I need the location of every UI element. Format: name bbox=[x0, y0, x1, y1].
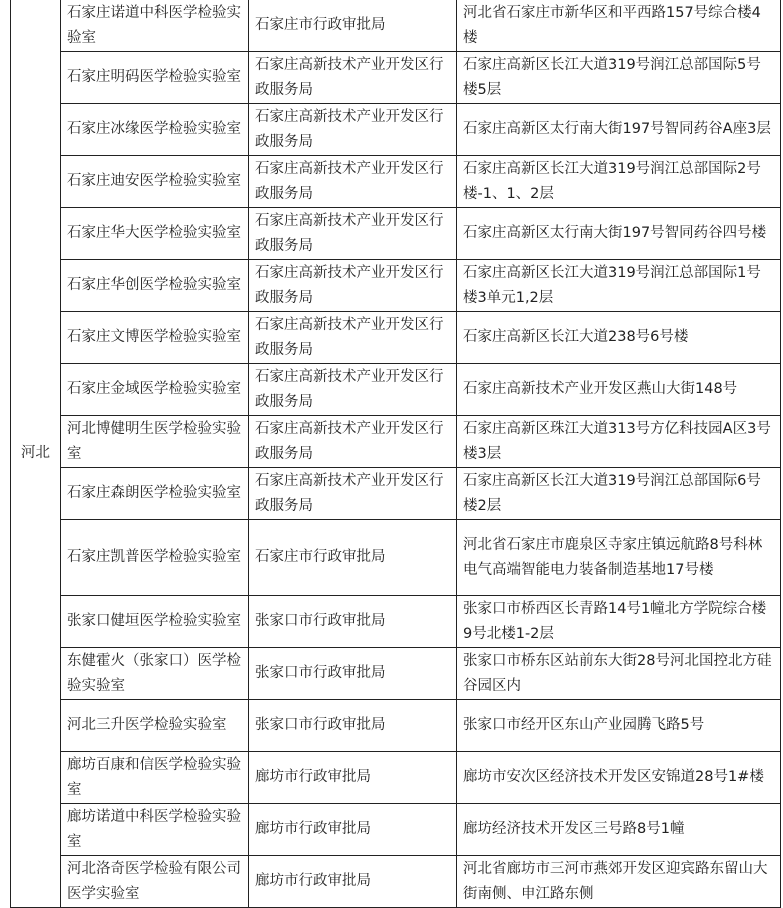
lab-name-cell: 石家庄冰缘医学检验实验室 bbox=[61, 104, 249, 156]
table-row bbox=[11, 520, 781, 596]
address-cell: 石家庄高新区长江大道238号6号楼 bbox=[457, 312, 781, 364]
address-cell: 张家口市桥东区站前东大街28号河北国控北方硅谷园区内 bbox=[457, 648, 781, 700]
table-row bbox=[11, 156, 781, 208]
table-row bbox=[11, 312, 781, 364]
authority-cell: 石家庄高新技术产业开发区行政服务局 bbox=[249, 52, 457, 104]
lab-name-cell: 张家口健垣医学检验实验室 bbox=[61, 596, 249, 648]
authority-cell: 石家庄市行政审批局 bbox=[249, 520, 457, 596]
authority-cell: 石家庄高新技术产业开发区行政服务局 bbox=[249, 208, 457, 260]
lab-name-cell: 石家庄文博医学检验实验室 bbox=[61, 312, 249, 364]
authority-cell: 石家庄高新技术产业开发区行政服务局 bbox=[249, 364, 457, 416]
lab-name-cell: 河北洛奇医学检验有限公司医学实验室 bbox=[61, 856, 249, 908]
authority-cell: 廊坊市行政审批局 bbox=[249, 804, 457, 856]
address-cell: 石家庄高新区太行南大街197号智同药谷A座3层 bbox=[457, 104, 781, 156]
authority-cell: 石家庄高新技术产业开发区行政服务局 bbox=[249, 468, 457, 520]
lab-name-cell: 石家庄明码医学检验实验室 bbox=[61, 52, 249, 104]
address-cell: 石家庄高新区长江大道319号润江总部国际1号楼3单元1,2层 bbox=[457, 260, 781, 312]
address-cell: 石家庄高新区珠江大道313号方亿科技园A区3号楼3层 bbox=[457, 416, 781, 468]
authority-cell: 张家口市行政审批局 bbox=[249, 648, 457, 700]
lab-name-cell: 石家庄诺道中科医学检验实验室 bbox=[61, 0, 249, 52]
authority-cell: 石家庄高新技术产业开发区行政服务局 bbox=[249, 312, 457, 364]
lab-name-cell: 廊坊诺道中科医学检验实验室 bbox=[61, 804, 249, 856]
address-cell: 石家庄高新区长江大道319号润江总部国际5号楼5层 bbox=[457, 52, 781, 104]
address-cell: 河北省廊坊市三河市燕郊开发区迎宾路东留山大街南侧、申江路东侧 bbox=[457, 856, 781, 908]
authority-cell: 石家庄高新技术产业开发区行政服务局 bbox=[249, 104, 457, 156]
table-row bbox=[11, 468, 781, 520]
address-cell: 廊坊市安次区经济技术开发区安锦道28号1#楼 bbox=[457, 752, 781, 804]
lab-name-cell: 河北博健明生医学检验实验室 bbox=[61, 416, 249, 468]
authority-cell: 石家庄市行政审批局 bbox=[249, 0, 457, 52]
table-row bbox=[11, 52, 781, 104]
lab-name-cell: 河北三升医学检验实验室 bbox=[61, 700, 249, 752]
address-cell: 河北省石家庄市新华区和平西路157号综合楼4楼 bbox=[457, 0, 781, 52]
lab-name-cell: 东健霍火（张家口）医学检验实验室 bbox=[61, 648, 249, 700]
authority-cell: 石家庄高新技术产业开发区行政服务局 bbox=[249, 156, 457, 208]
table-row bbox=[11, 208, 781, 260]
authority-cell: 廊坊市行政审批局 bbox=[249, 752, 457, 804]
authority-cell: 石家庄高新技术产业开发区行政服务局 bbox=[249, 260, 457, 312]
lab-name-cell: 石家庄金域医学检验实验室 bbox=[61, 364, 249, 416]
address-cell: 张家口市桥西区长青路14号1幢北方学院综合楼9号北楼1-2层 bbox=[457, 596, 781, 648]
authority-cell: 廊坊市行政审批局 bbox=[249, 856, 457, 908]
address-cell: 石家庄高新区太行南大街197号智同药谷四号楼 bbox=[457, 208, 781, 260]
authority-cell: 石家庄高新技术产业开发区行政服务局 bbox=[249, 416, 457, 468]
lab-name-cell: 石家庄凯普医学检验实验室 bbox=[61, 520, 249, 596]
address-cell: 石家庄高新技术产业开发区燕山大街148号 bbox=[457, 364, 781, 416]
lab-name-cell: 石家庄迪安医学检验实验室 bbox=[61, 156, 249, 208]
table-row bbox=[11, 0, 781, 52]
address-cell: 河北省石家庄市鹿泉区寺家庄镇远航路8号科林电气高端智能电力装备制造基地17号楼 bbox=[457, 520, 781, 596]
table-row bbox=[11, 752, 781, 804]
authority-cell: 张家口市行政审批局 bbox=[249, 596, 457, 648]
table-row bbox=[11, 364, 781, 416]
lab-table bbox=[10, 0, 781, 908]
table-row bbox=[11, 104, 781, 156]
address-cell: 张家口市经开区东山产业园腾飞路5号 bbox=[457, 700, 781, 752]
lab-name-cell: 石家庄华创医学检验实验室 bbox=[61, 260, 249, 312]
address-cell: 石家庄高新区长江大道319号润江总部国际6号楼2层 bbox=[457, 468, 781, 520]
province-cell: 河北 bbox=[11, 0, 61, 908]
address-cell: 廊坊经济技术开发区三号路8号1幢 bbox=[457, 804, 781, 856]
table-row bbox=[11, 856, 781, 908]
table-row bbox=[11, 260, 781, 312]
table-row bbox=[11, 416, 781, 468]
table-row bbox=[11, 700, 781, 752]
lab-name-cell: 石家庄华大医学检验实验室 bbox=[61, 208, 249, 260]
lab-name-cell: 廊坊百康和信医学检验实验室 bbox=[61, 752, 249, 804]
table-row bbox=[11, 596, 781, 648]
authority-cell: 张家口市行政审批局 bbox=[249, 700, 457, 752]
table-row bbox=[11, 804, 781, 856]
table-row bbox=[11, 648, 781, 700]
address-cell: 石家庄高新区长江大道319号润江总部国际2号楼-1、1、2层 bbox=[457, 156, 781, 208]
lab-name-cell: 石家庄森朗医学检验实验室 bbox=[61, 468, 249, 520]
